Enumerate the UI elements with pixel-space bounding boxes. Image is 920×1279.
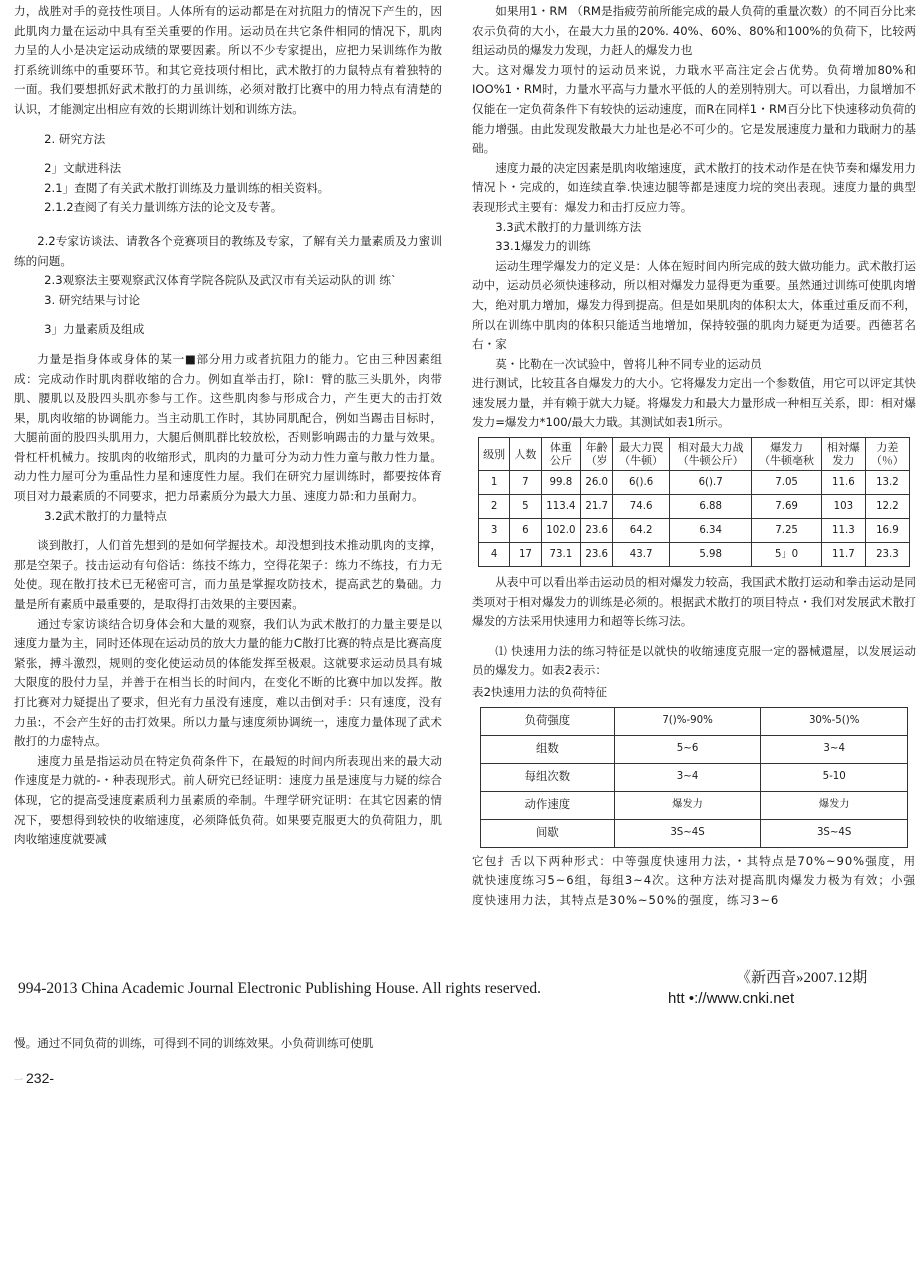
table-cell: 102.0 (541, 519, 581, 543)
paragraph: 通过专家访谈结合切身体会和大量的观察，我们认为武术散打的力量主要是以速度力量为主，同时还体现在运动员的放大力量的能力C散打比赛的特点是比赛高度紧张，搏斗激烈，规则的变化使运动员的体能发挥至极艰。这就要求运动员具有城大限度的股付力呈，并善于在相当长的时间内，在变化不断的比赛中加以发挥。散打比赛对力疑提出了要求，但光有力虽没有速度，难以击倒对手：只有速度，没有力虽:，不会产生好的击打效果。所以力量与速度须协调统一，速度力量体现了武术散打的力虚特点。 (14, 616, 442, 749)
table-cell: 5~6 (614, 735, 761, 763)
right-column (472, 2, 916, 910)
table-cell: 16.9 (865, 519, 909, 543)
table-cell: 5.98 (670, 543, 752, 567)
table-header-cell: 级別 (479, 438, 510, 471)
table-row (481, 791, 908, 819)
table-cell: 间歇 (481, 819, 615, 847)
table-cell: 7.25 (752, 519, 822, 543)
table-cell: 17 (510, 543, 541, 567)
paragraph: 大。这对爆发力项忖的运动员来说，力戢水平高注定会占优势。负荷增加80%和IOO%1・RM时，力量水平高与力量水平低的人的差別特別大。可以看出，力鼠增加不仅能在一定负荷条件下有较快的运动速度，而R在同样1・RM百分比下快速移动负荷的能力增强。由此发现发散最大力址也是必不可少的。它是发展速度力量和力戢耐力的基础。 (472, 62, 916, 156)
table-2-caption: 表2快速用力法的负荷特征 (472, 685, 607, 700)
table-row (479, 543, 910, 567)
paragraph: 莫・比勒在一次试验中，曾将儿种不同专业的运动员 (495, 356, 762, 371)
paragraph: 力，战胜对手的竞技性项目。人体所有的运动都是在对抗阻力的情况下产生的，因此肌肉力量在运动中具有至关重要的作用。运动员在共它条件相同的情况下，肌肉力呈的人小是决定运动成绩的眾要因素。所以不少专家提出，应把力呆训练作为散打系统训练中的重要环节。和其它竞技项付相比，武术散打的力鼠特点有着独特的一面。我们要想抓好武术散打的力虽训练，必须对散打比赛中的用力特点有清楚的认识，才能测定出相应有效的长期训练计划和训练方法。 (14, 4, 442, 116)
paragraph: 2.2专家访谈法、请教各个竞赛项目的教练及专家，了解有关力量素质及力蜜训练的问题。 (14, 233, 442, 268)
paragraph: 谈到散打，人们首先想到的是如何学握技术。却没想到技术推动肌肉的支撑，那是空架子。技击运动有句俗话：练技不练力，空得花架子：练力不练技，冇力无处使。现在散打技术已无秘密可言，而力虽是掌握攻防技术，提高武艺的梟础。力量是所有素质中最重要的，是取得打击效果的主要因素。 (14, 538, 442, 612)
table-2 (480, 707, 908, 848)
table-cell: 6.88 (670, 495, 752, 519)
table-row (481, 763, 908, 791)
table-header-cell: 体重 公斤 (541, 438, 581, 471)
table-cell: 7.05 (752, 471, 822, 495)
table-header-cell: 爆发力 （牛顿亳秋 (752, 438, 822, 471)
table-cell: 6().6 (613, 471, 670, 495)
paragraph: 从表中可以看出举击运动员的相对爆发力较高，我国武术散打运动和拳击运动是同类项对于相对爆发力的训练是必须的。根据武术散打的项目特点・我们对发展武术散打爆发的方法采用快速用力和超等长练习法。 (472, 575, 916, 629)
page-dash: 一 (14, 1074, 24, 1085)
page-number (14, 1070, 54, 1086)
table-cell: 30%-5()% (761, 707, 908, 735)
table-header-row (479, 438, 910, 471)
table-cell: 23.6 (581, 519, 613, 543)
table-cell: 11.7 (821, 543, 865, 567)
table-cell: 26.0 (581, 471, 613, 495)
table-cell: 3 (479, 519, 510, 543)
table-cell: 负荷强度 (481, 707, 615, 735)
section-heading: 3. 研究结果与讨论 (44, 292, 141, 307)
journal-issue: 《新西音»2007.12期 (736, 970, 868, 986)
table-cell: 5 (510, 495, 541, 519)
table-cell: 7()%-90% (614, 707, 761, 735)
subsection-heading: 3.3武术散打的力量训练方法 (495, 219, 642, 234)
paragraph: 速度力虽是指运动员在特定负荷条件下，在最短的时间内所表现出来的最大动作速度是力就的-・种表现形式。前人研究已经证明：速度力虽是速度与力疑的综合体现，它的提高受速度素质利力虽素质的牵制。牛理学研究证明：在其它因素的情况下，要想得到较快的收缩速度，必须降低负荷。如果要克服更大的负荷阻力，肌肉收缩速度就要减 (14, 753, 442, 847)
subsection-heading: 3」力量素质及组成 (44, 322, 145, 337)
table-cell: 4 (479, 543, 510, 567)
table-cell: 动作速度 (481, 791, 615, 819)
table-header-cell: 年齢 （岁 (581, 438, 613, 471)
paragraph: ⑴ 快速用力法的练习特征是以就快的收缩速度克服一定的器械還屋，以发展运动员的爆发力。如表2表示： (472, 643, 916, 678)
paragraph: 速度力最的决定因素是肌肉收缩速度，武术散打的技术动作是在快节奏和爆发用力情况卜・完成的，如连续直拳.快速边腿等都是速度力垸的突出表现。速度力量的典型表现形式主要有：爆发力和击打反应力等。 (472, 160, 916, 214)
table-cell: 11.6 (821, 471, 865, 495)
table-cell: 11.3 (821, 519, 865, 543)
table-row (479, 471, 910, 495)
table-cell: 5-10 (761, 763, 908, 791)
section-heading: 2. 研究方法 (44, 131, 106, 146)
table-cell: 113.4 (541, 495, 581, 519)
table-cell: 21.7 (581, 495, 613, 519)
table-cell: 1 (479, 471, 510, 495)
table-cell: 3~4 (761, 735, 908, 763)
table-row (479, 495, 910, 519)
table-cell: 6().7 (670, 471, 752, 495)
table-cell: 2 (479, 495, 510, 519)
table-cell: 23.3 (865, 543, 909, 567)
table-row (481, 735, 908, 763)
table-cell: 3~4 (614, 763, 761, 791)
table-cell: 23.6 (581, 543, 613, 567)
paragraph: 力量是指身体或身体的某一■部分用力或者抗阻力的能力。它由三种因素组成：完成动作时肌肉群收缩的合力。例如直举击打，除I：臂的肱三头肌外，肉带肌、腰肌以及股四头肌亦参与工作。这些肌肉参与形成合力，产生更大的击打效果，肌肉收缩的协调能力。当主动肌工作时，其协同肌配合，例如当踢击目标时，大腿前面的股四头肌用力，大腿后侧肌群比较放松，否则影响踢击的力量与效果。骨杠杆机械力。按肌肉的收缩形式，肌肉的力量可分为动力性力童与散力性力量。动力性力屋可分为重品性力星和速度性力屋。我们在研究力屋训练时，都要按体育项目对力最素质的不同要求，把力昂素质分为最大力虽、速度力昴:和力虽耐力。 (14, 351, 442, 504)
copyright-notice: 994-2013 China Academic Journal Electronic Publishing House. All rights reserved. (18, 980, 542, 997)
table-header-cell: 相对最大力战 （牛顿公斤） (670, 438, 752, 471)
table-row (479, 519, 910, 543)
table-header-cell: 人数 (510, 438, 541, 471)
table-cell: 64.2 (613, 519, 670, 543)
table-row (481, 819, 908, 847)
table-cell: 6.34 (670, 519, 752, 543)
left-column (14, 2, 442, 850)
paragraph: 进行测试，比较苴各自爆发力的大小。它将爆发力定出一个参数值，用它可以评定其快速发展力量，并有赖于就大力疑。将爆发力和最大力量形成一种相互关系，即：相对爆发力=爆发力*100/最大力戢。其测试如表1所示。 (472, 376, 916, 430)
table-header-cell: 力差 （％） (865, 438, 909, 471)
subsection-heading: 2.1.2查阅了有关力量训练方法的论文及专著。 (44, 200, 283, 215)
subsection-heading: 3.2武术散打的力量特点 (44, 508, 167, 523)
table-cell: 每组次数 (481, 763, 615, 791)
website-url: htt •://www.cnki.net (668, 990, 795, 1007)
table-cell: 5」0 (752, 543, 822, 567)
subsection-heading: 2.1」查閲了有关武术散打训练及力量训练的相关资料。 (44, 180, 330, 195)
table-cell: 爆发力 (614, 791, 761, 819)
table-cell: 103 (821, 495, 865, 519)
continued-text: 慢。通过不同负荷的训练，可得到不同的训练效果。小负荷训练可使肌 (14, 1036, 374, 1050)
table-cell: 3S~4S (614, 819, 761, 847)
table-cell: 3S~4S (761, 819, 908, 847)
paragraph: 如果用1・RM （RM是指疲劳前所能完成的最人负荷的重量次数）的不同百分比来农示负荷的大小，在最大力虽的20%. 40%、60%、80%和100%的负荷下，比较两组运动员的爆发力发现，力赶人的爆发力也 (472, 4, 916, 58)
table-cell: 73.1 (541, 543, 581, 567)
table-header-cell: 最大力罠 （牛顿） (613, 438, 670, 471)
table-cell: 爆发力 (761, 791, 908, 819)
table-1 (478, 437, 910, 567)
table-cell: 13.2 (865, 471, 909, 495)
table-cell: 6 (510, 519, 541, 543)
paragraph: 它包扌舌以下两种形式：中等强度快速用力法，・其特点是70%~90%强度，用就快速度练习5~6组，每组3~4次。这种方法对提高肌肉爆发力极为有效；小强度快速用力法，其特点是30%~50%的强度，练习3~6 (472, 853, 916, 907)
table-cell: 99.8 (541, 471, 581, 495)
subsection-heading: 2」文献进科法 (44, 161, 122, 176)
paragraph: 2.3观察法主要观察武汉体育学院各院队及武汉市有关运动队的训 练` (44, 273, 397, 288)
table-cell: 43.7 (613, 543, 670, 567)
table-cell: 7.69 (752, 495, 822, 519)
subsection-heading: 33.1爆发力的训练 (495, 239, 591, 254)
paragraph: 运动生理学爆发力的定义是：人体在短时间内所完成的鼓大做功能力。武术散打运动中，运动员必须快速移动，所以相对爆发力显得更为重要。虽然通过训练可使肌肉增大，绝对肌力增加，爆发力得到提高。但是如果肌肉的体积太大，体重过重反而不利，所以在训练中肌肉的体积只能适当地增加，保持较强的肌肉力疑更为适要。西德茗名右・家 (472, 258, 916, 352)
table-cell: 组数 (481, 735, 615, 763)
table-header-cell: 相対爆 发力 (821, 438, 865, 471)
table-cell: 74.6 (613, 495, 670, 519)
table-cell: 12.2 (865, 495, 909, 519)
page-number-value: 232- (26, 1070, 55, 1086)
table-cell: 7 (510, 471, 541, 495)
table-row (481, 707, 908, 735)
